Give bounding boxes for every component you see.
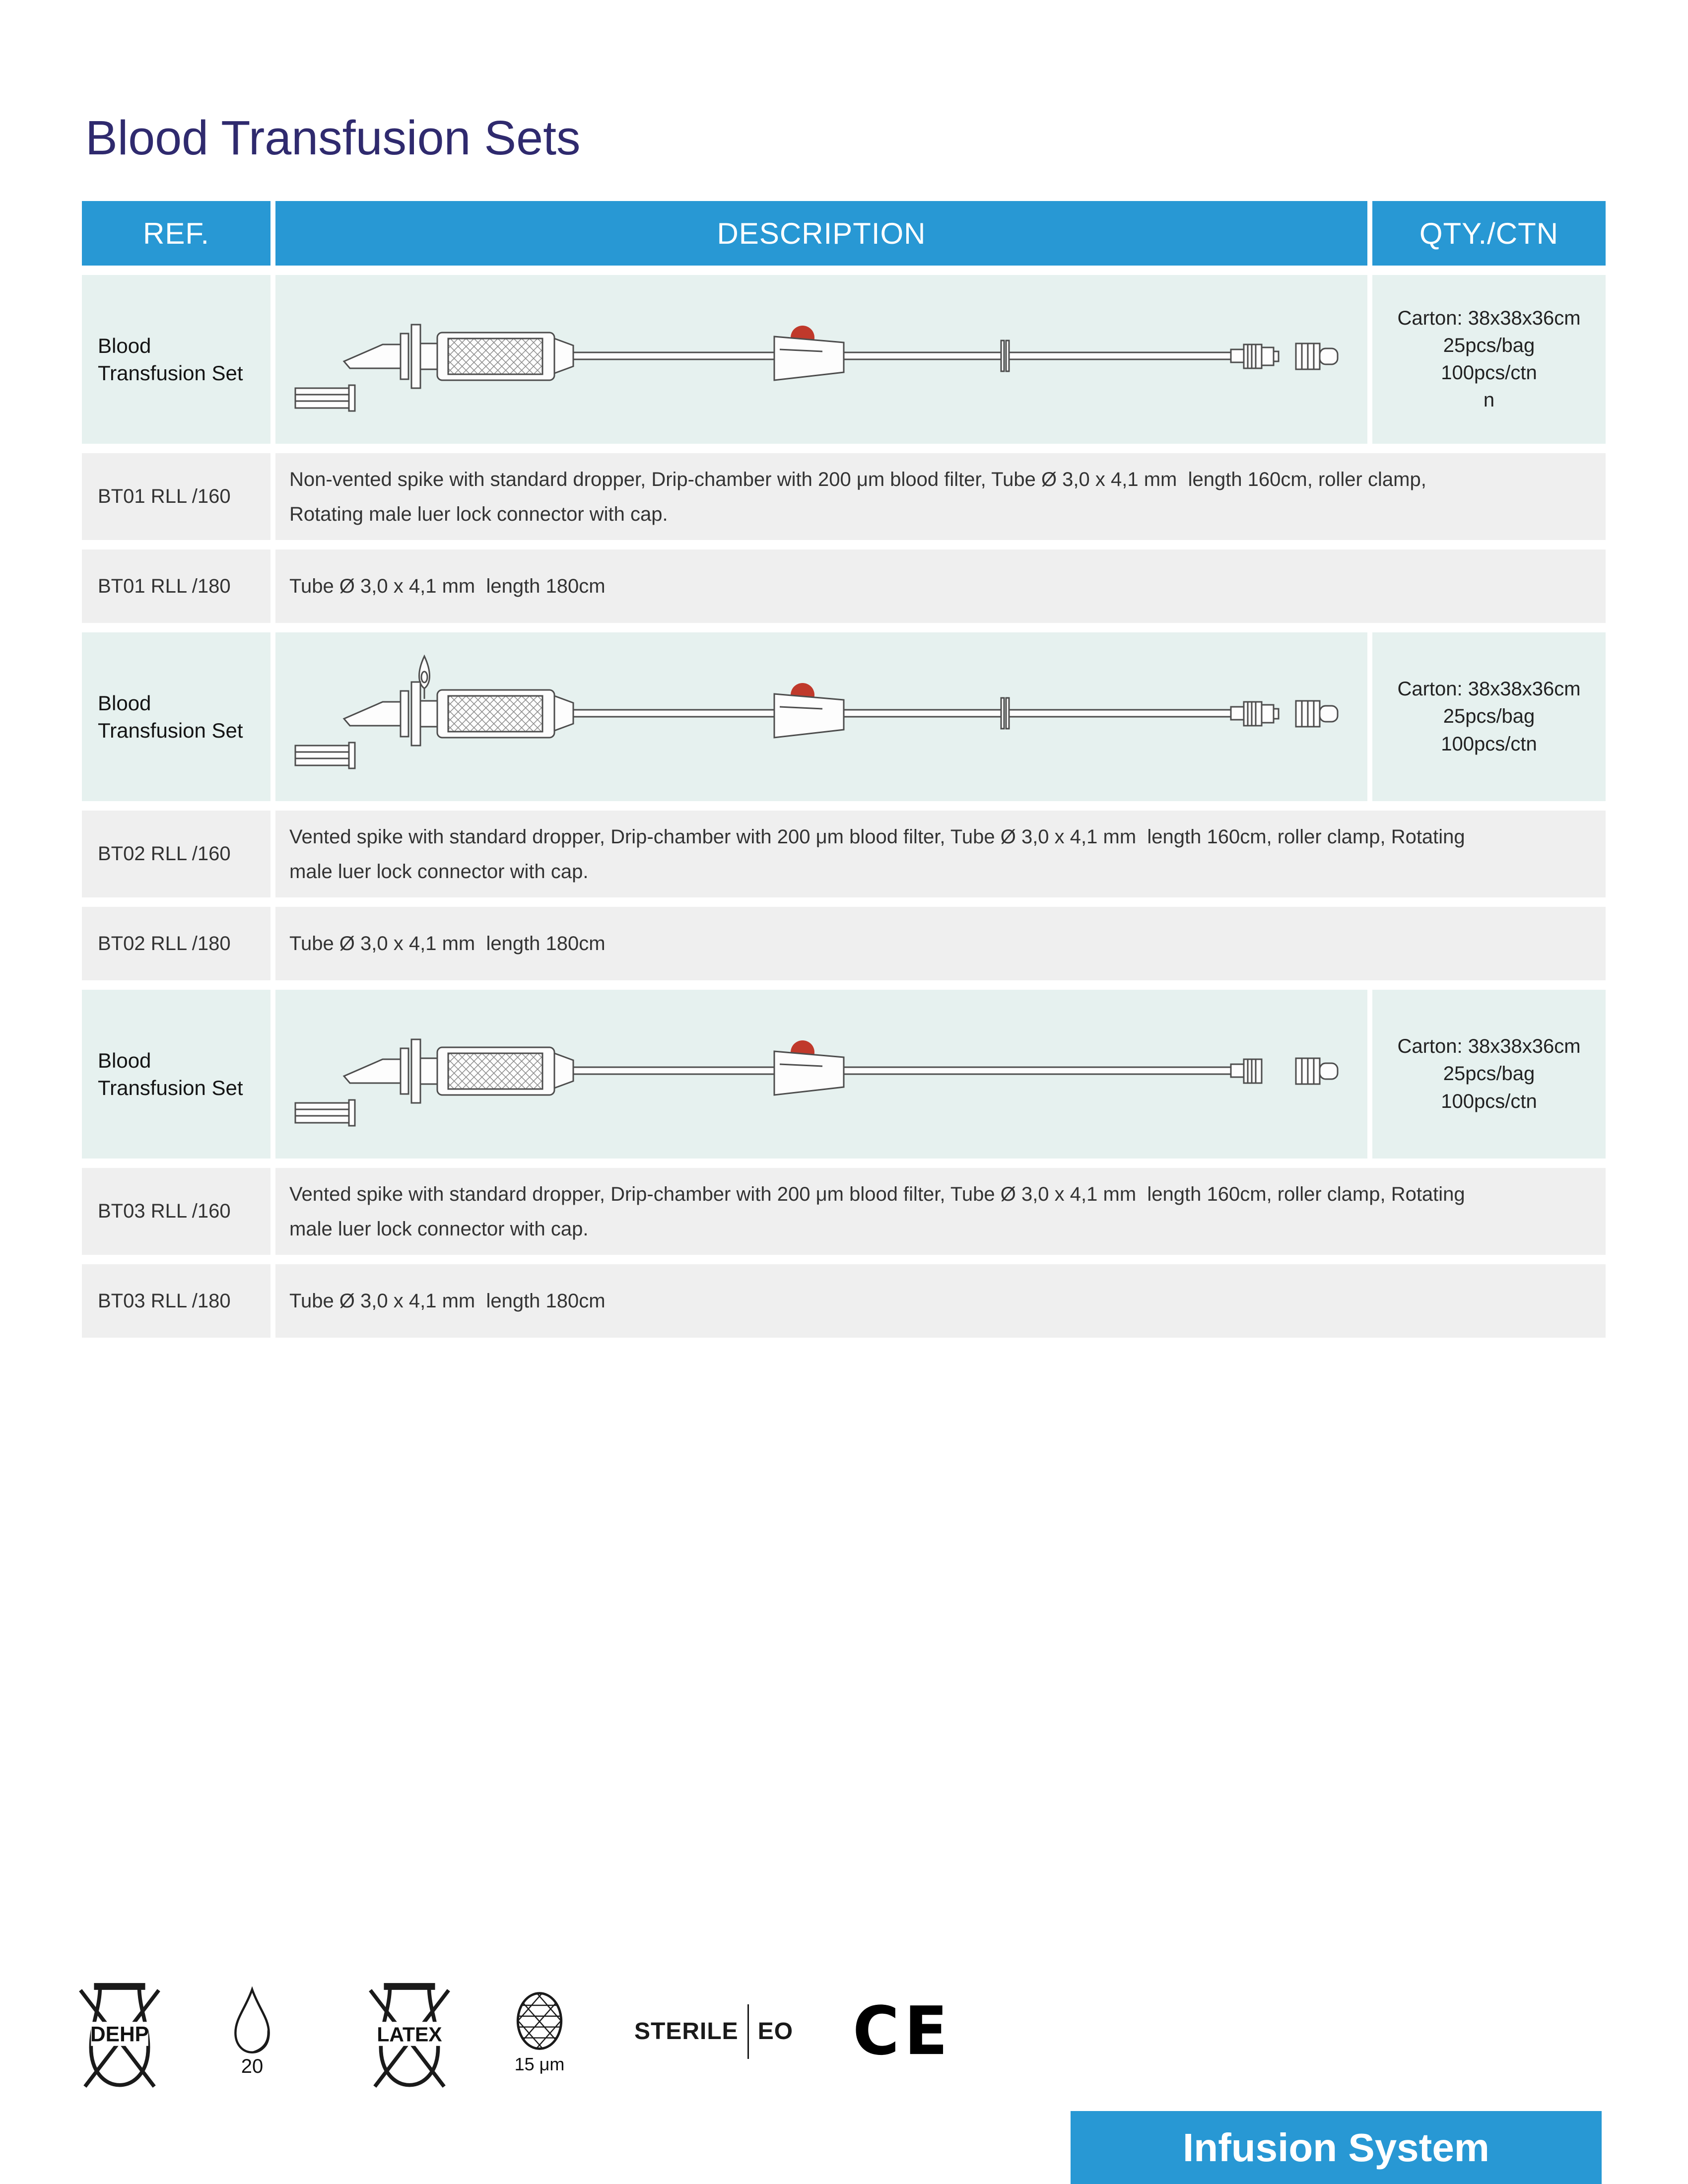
carton-line: 25pcs/bag	[1443, 334, 1535, 356]
banner-label: Infusion System	[1183, 2125, 1489, 2170]
tube-connector-icon	[1001, 698, 1009, 729]
carton-line: 25pcs/bag	[1443, 1063, 1535, 1085]
carton-line: n	[1483, 389, 1495, 411]
spike-icon	[344, 1039, 437, 1103]
roller-clamp-icon	[774, 326, 844, 380]
product-2-carton-info	[1372, 632, 1606, 801]
dehp-free-icon	[74, 1975, 165, 2088]
product-1-drawing	[275, 275, 1367, 444]
drip-chamber-icon	[437, 690, 573, 738]
sterile-method-label: EO	[757, 2018, 794, 2045]
filter-size-symbol	[509, 1988, 570, 2075]
latex-free-symbol	[364, 1975, 455, 2088]
roller-clamp-icon	[774, 1040, 844, 1095]
luer-cap-icon	[1296, 343, 1338, 369]
product-3-carton-info	[1372, 990, 1606, 1159]
tube-connector-icon	[1001, 341, 1009, 371]
product-3-name: Blood Transfusion Set	[82, 990, 270, 1159]
transfusion-set-drawing-icon	[275, 632, 1367, 801]
spike-icon	[344, 325, 437, 388]
latex-free-icon	[364, 1975, 455, 2088]
dehp-free-symbol	[74, 1975, 165, 2088]
roller-clamp-icon	[774, 683, 844, 738]
drops-label: 20	[241, 2055, 264, 2077]
product-1-carton-info	[1372, 275, 1606, 444]
tube-segment	[573, 710, 774, 717]
drop-icon	[224, 1985, 280, 2057]
ref-code: BT01 RLL /180	[82, 549, 270, 623]
luer-lock-connector-icon	[1231, 1059, 1262, 1083]
product-2-drawing	[275, 632, 1367, 801]
luer-lock-connector-icon	[1231, 702, 1279, 726]
tube-segment	[573, 352, 774, 359]
ref-code: BT02 RLL /160	[82, 811, 270, 897]
carton-line: Carton: 38x38x36cm	[1397, 1035, 1581, 1058]
sterile-divider	[747, 2004, 749, 2059]
ref-code: BT03 RLL /160	[82, 1168, 270, 1255]
ref-code: BT01 RLL /160	[82, 453, 270, 540]
col-header-description: DESCRIPTION	[275, 201, 1367, 266]
sterile-label: STERILE	[634, 2018, 739, 2045]
sterile-eo-symbol	[634, 2004, 793, 2059]
carton-line: 100pcs/ctn	[1441, 733, 1537, 755]
filter-mesh-icon	[509, 1988, 570, 2056]
carton-line: 100pcs/ctn	[1441, 1090, 1537, 1112]
luer-cap-icon	[1296, 1058, 1338, 1084]
drip-chamber-icon	[437, 333, 573, 380]
tube-segment	[844, 352, 1001, 359]
carton-line: Carton: 38x38x36cm	[1397, 307, 1581, 329]
spike-protector-cap-icon	[295, 1100, 355, 1126]
product-3-drawing	[275, 990, 1367, 1159]
product-1-name: Blood Transfusion Set	[82, 275, 270, 444]
col-header-ref: REF.	[82, 201, 270, 266]
transfusion-set-drawing-icon	[275, 990, 1367, 1159]
product-description: Tube Ø 3,0 x 4,1 mm length 180cm	[275, 907, 1606, 980]
carton-line: 25pcs/bag	[1443, 705, 1535, 728]
spike-protector-cap-icon	[295, 743, 355, 768]
ref-code: BT03 RLL /180	[82, 1264, 270, 1338]
product-description: Non-vented spike with standard dropper, Drip-chamber with 200 μm blood filter, Tube Ø 3,0 x 4,1 mm length 160cm, roller clamp, Rotating male luer lock connector with cap.	[275, 453, 1606, 540]
luer-lock-connector-icon	[1231, 344, 1279, 368]
tube-segment	[1009, 352, 1231, 359]
tube-segment	[844, 1067, 1231, 1074]
regulatory-symbols-row	[74, 1973, 952, 2090]
latex-label: LATEX	[377, 2023, 442, 2046]
infusion-system-banner	[1071, 2111, 1602, 2184]
product-description: Tube Ø 3,0 x 4,1 mm length 180cm	[275, 1264, 1606, 1338]
tube-segment	[1009, 710, 1231, 717]
ref-code: BT02 RLL /180	[82, 907, 270, 980]
drops-per-ml-symbol	[224, 1985, 280, 2078]
product-description: Vented spike with standard dropper, Drip-chamber with 200 μm blood filter, Tube Ø 3,0 x 4,1 mm length 160cm, roller clamp, Rotating male luer lock connector with cap.	[275, 811, 1606, 897]
transfusion-set-drawing-icon	[275, 275, 1367, 444]
tube-segment	[573, 1067, 774, 1074]
spike-icon	[344, 682, 437, 746]
col-header-qty: QTY./CTN	[1372, 201, 1606, 266]
page-title: Blood Transfusion Sets	[85, 111, 581, 165]
drip-chamber-icon	[437, 1047, 573, 1095]
luer-cap-icon	[1296, 701, 1338, 727]
filter-size-label: 15 μm	[514, 2053, 565, 2074]
product-description: Vented spike with standard dropper, Drip-chamber with 200 μm blood filter, Tube Ø 3,0 x 4,1 mm length 160cm, roller clamp, Rotating male luer lock connector with cap.	[275, 1168, 1606, 1255]
carton-line: Carton: 38x38x36cm	[1397, 678, 1581, 700]
ce-mark-icon: CE	[853, 1992, 953, 2070]
spike-protector-cap-icon	[295, 385, 355, 411]
product-description: Tube Ø 3,0 x 4,1 mm length 180cm	[275, 549, 1606, 623]
product-table	[82, 201, 1606, 1338]
carton-line: 100pcs/ctn	[1441, 362, 1537, 384]
product-2-name: Blood Transfusion Set	[82, 632, 270, 801]
dehp-label: DEHP	[90, 2022, 149, 2046]
tube-segment	[844, 710, 1001, 717]
